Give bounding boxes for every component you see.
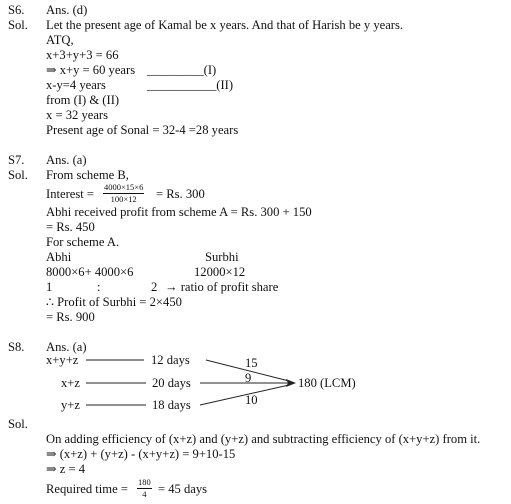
s6-line-6: from (I) & (II): [46, 93, 120, 107]
s7-line-1: From scheme B,: [46, 168, 129, 182]
s7-line-4: = Rs. 450: [46, 220, 95, 234]
s7-interest-prefix: Interest =: [46, 187, 95, 201]
s7-line-8: ∴ Profit of Surbhi = 2×450: [46, 295, 182, 309]
s8-row2-days: 20 days: [152, 376, 191, 390]
s6-line-7: x = 32 years: [46, 108, 109, 122]
s8-efficiency-2: 9: [245, 371, 252, 385]
s7-ratio-text: → ratio of profit share: [165, 280, 279, 294]
s6-line-4: ⇒ x+y = 60 years: [46, 63, 136, 77]
s6-line-8: Present age of Sonal = 32-4 =28 years: [46, 123, 239, 137]
s8-row1-label: x+y+z: [46, 353, 79, 367]
s6-sol-label: Sol.: [8, 18, 28, 32]
s8-required-prefix: Required time =: [46, 482, 128, 496]
s6-answer: Ans. (d): [46, 3, 88, 17]
s7-line-5: For scheme A.: [46, 235, 120, 249]
s7-label: S7.: [8, 153, 25, 167]
s7-abhi-heading: Abhi: [46, 250, 72, 264]
s6-line-4-tag: _________(I): [147, 63, 217, 77]
s7-interest-suffix: = Rs. 300: [156, 187, 205, 201]
s7-abhi-calc: 8000×6+ 4000×6: [46, 265, 134, 279]
s6-line-2: ATQ,: [46, 33, 74, 47]
s7-sol-label: Sol.: [8, 168, 28, 182]
s7-ratio-2: 2: [151, 280, 158, 294]
s8-line-2: ⇒ (x+z) + (y+z) - (x+y+z) = 9+10-15: [46, 447, 236, 461]
s8-required-numerator: 180: [138, 477, 151, 487]
s7-interest-denominator: 100×12: [110, 194, 137, 204]
s8-sol-label: Sol.: [8, 417, 28, 431]
s8-row3-days: 18 days: [152, 398, 191, 412]
s8-efficiency-1: 15: [245, 356, 258, 370]
s8-required-denominator: 4: [142, 489, 147, 499]
s7-answer: Ans. (a): [46, 153, 87, 167]
s8-answer: Ans. (a): [46, 340, 87, 354]
s6-line-1: Let the present age of Kamal be x years. And that of Harish be y years.: [46, 18, 404, 32]
s8-label: S8.: [8, 340, 25, 354]
s8-row1-days: 12 days: [151, 353, 190, 367]
s7-surbhi-heading: Surbhi: [205, 250, 239, 264]
s8-row3-label: y+z: [61, 398, 80, 412]
s8-line-1: On adding efficiency of (x+z) and (y+z) and subtracting efficiency of (x+y+z) from it.: [46, 432, 481, 446]
s8-lcm: 180 (LCM): [298, 376, 356, 390]
s7-line-3: Abhi received profit from scheme A = Rs. 300 + 150: [46, 205, 312, 219]
s7-ratio-1: 1: [46, 280, 53, 294]
s6-line-5: x-y=4 years: [46, 78, 106, 92]
s7-interest-numerator: 4000×15×6: [104, 182, 144, 192]
s8-required-fraction: [137, 478, 152, 499]
s6-line-5-tag: ___________(II): [147, 78, 234, 92]
s7-ratio-colon: :: [97, 280, 101, 294]
s7-surbhi-calc: 12000×12: [194, 265, 246, 279]
s8-line-3: ⇒ z = 4: [46, 462, 85, 476]
s6-line-3: x+3+y+3 = 66: [46, 48, 119, 62]
s7-line-9: = Rs. 900: [46, 310, 95, 324]
s8-efficiency-3: 10: [245, 393, 258, 407]
s8-required-suffix: = 45 days: [158, 482, 208, 496]
s6-label: S6.: [8, 3, 25, 17]
s8-row2-label: x+z: [61, 376, 80, 390]
